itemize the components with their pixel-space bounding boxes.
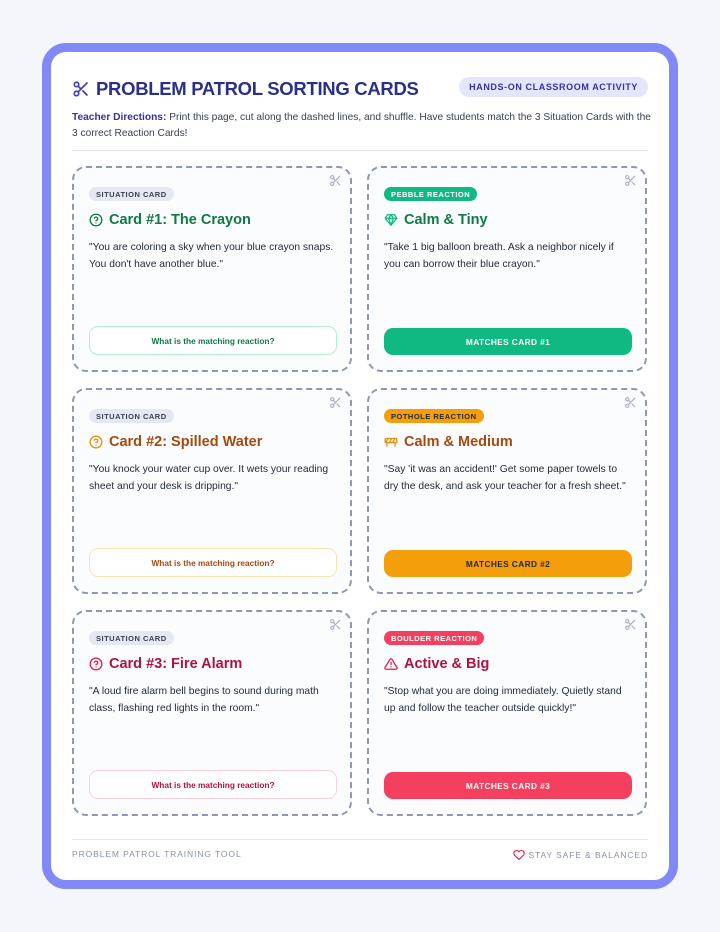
scissors-icon xyxy=(624,174,637,187)
reaction-text: "Say 'it was an accident!' Get some paper towels to dry the desk, and ask your teacher for a fresh sheet." xyxy=(384,464,626,493)
scissors-icon xyxy=(624,396,637,409)
matches-card-3-button[interactable]: MATCHES CARD #3 xyxy=(384,772,632,799)
reaction-card-pebble[interactable] xyxy=(367,166,647,372)
directions-lead: Teacher Directions: xyxy=(72,112,167,123)
matches-card-2-button[interactable]: MATCHES CARD #2 xyxy=(384,550,632,577)
situation-card-1[interactable] xyxy=(72,166,352,372)
gem-icon xyxy=(384,213,398,227)
footer-tool-name: PROBLEM PATROL TRAINING TOOL xyxy=(72,849,242,859)
scissors-icon xyxy=(329,618,342,631)
page-title: PROBLEM PATROL SORTING CARDS xyxy=(96,78,419,99)
situation-card-3[interactable] xyxy=(72,610,352,816)
warning-icon xyxy=(384,657,398,671)
directions-text: Print this page, cut along the dashed lines, and shuffle. Have students match the 3 Situation Cards with the 3 correct Reaction Cards! xyxy=(72,112,651,139)
card-title: Card #3: Fire Alarm xyxy=(89,656,242,672)
situation-pill: SITUATION CARD xyxy=(89,409,174,423)
card-title: Active & Big xyxy=(384,656,489,672)
card-title: Calm & Medium xyxy=(384,434,513,450)
barrier-icon xyxy=(384,435,398,449)
scissors-icon xyxy=(624,618,637,631)
activity-badge: HANDS-ON CLASSROOM ACTIVITY xyxy=(459,77,648,97)
reaction-card-boulder[interactable] xyxy=(367,610,647,816)
reaction-text: "Take 1 big balloon breath. Ask a neighbor nicely if you can borrow their blue crayon." xyxy=(384,242,614,271)
divider xyxy=(72,150,648,151)
card-title: Calm & Tiny xyxy=(384,212,488,228)
matches-card-1-button[interactable]: MATCHES CARD #1 xyxy=(384,328,632,355)
situation-text: "A loud fire alarm bell begins to sound during math class, flashing red lights in the room." xyxy=(89,686,319,715)
situation-pill: SITUATION CARD xyxy=(89,631,174,645)
footer-tagline: STAY SAFE & BALANCED xyxy=(513,849,648,861)
footer-divider xyxy=(72,839,648,840)
question-circle-icon xyxy=(89,657,103,671)
boulder-pill: BOULDER REACTION xyxy=(384,631,484,645)
pothole-pill: POTHOLE REACTION xyxy=(384,409,484,423)
card-title: Card #2: Spilled Water xyxy=(89,434,262,450)
scissors-icon xyxy=(329,174,342,187)
situation-text: "You knock your water cup over. It wets your reading sheet and your desk is dripping." xyxy=(89,464,329,493)
situation-card-2[interactable] xyxy=(72,388,352,594)
teacher-directions xyxy=(72,110,652,142)
matching-reaction-prompt[interactable]: What is the matching reaction? xyxy=(89,548,337,577)
scissors-icon xyxy=(72,80,90,98)
question-circle-icon xyxy=(89,435,103,449)
heart-icon xyxy=(513,849,525,861)
situation-pill: SITUATION CARD xyxy=(89,187,174,201)
question-circle-icon xyxy=(89,213,103,227)
matching-reaction-prompt[interactable]: What is the matching reaction? xyxy=(89,770,337,799)
worksheet xyxy=(42,43,678,889)
card-title: Card #1: The Crayon xyxy=(89,212,251,228)
reaction-card-pothole[interactable] xyxy=(367,388,647,594)
scissors-icon xyxy=(329,396,342,409)
header xyxy=(72,74,648,104)
matching-reaction-prompt[interactable]: What is the matching reaction? xyxy=(89,326,337,355)
reaction-text: "Stop what you are doing immediately. Quietly stand up and follow the teacher outside quickly!" xyxy=(384,686,622,715)
pebble-pill: PEBBLE REACTION xyxy=(384,187,477,201)
situation-text: "You are coloring a sky when your blue crayon snaps. You don't have another blue." xyxy=(89,242,334,271)
